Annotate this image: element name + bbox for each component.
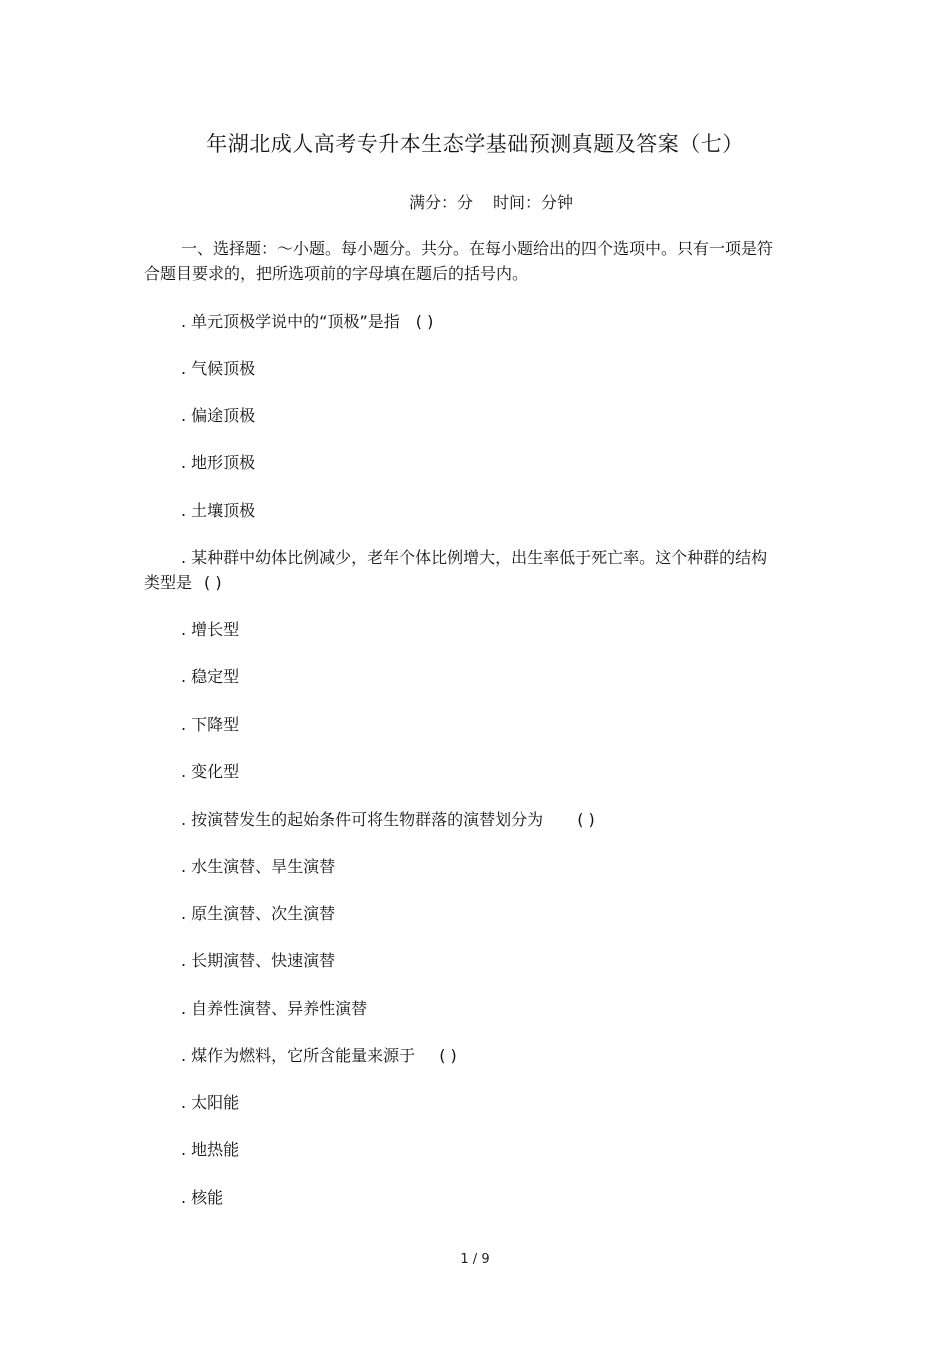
- question-2: . 某种群中幼体比例减少，老年个体比例增大，出生率低于死亡率。这个种群的结构类型是 ( ): [144, 545, 774, 595]
- option-2c: . 下降型: [181, 715, 240, 734]
- option-3a: . 水生演替、旱生演替: [181, 857, 336, 876]
- option-3c: . 长期演替、快速演替: [181, 951, 336, 970]
- option-1a: . 气候顶极: [181, 359, 256, 378]
- option-3d: . 自养性演替、异养性演替: [181, 999, 368, 1018]
- question-4: . 煤作为燃料，它所含能量来源于 ( ): [181, 1046, 457, 1065]
- question-1: . 单元顶极学说中的“顶极”是指 ( ): [181, 312, 434, 331]
- page-number: 1 / 9: [460, 1252, 490, 1267]
- option-4b: . 地热能: [181, 1140, 240, 1159]
- answer-blank: ( ): [577, 810, 595, 829]
- answer-blank: ( ): [415, 312, 434, 331]
- full-score-label: 满分：分: [408, 193, 473, 212]
- option-1d: . 土壤顶极: [181, 501, 256, 520]
- option-2b: . 稳定型: [181, 667, 240, 686]
- option-3b: . 原生演替、次生演替: [181, 904, 336, 923]
- section-instructions: 一、选择题：～小题。每小题分。共分。在每小题给出的四个选项中。只有一项是符合题目要求的，把所选项前的字母填在题后的括号内。: [144, 239, 774, 283]
- option-1c: . 地形顶极: [181, 453, 256, 472]
- option-2a: . 增长型: [181, 620, 240, 639]
- option-4c: . 核能: [181, 1188, 224, 1207]
- time-label: 时间：分钟: [493, 193, 574, 212]
- score-time-line: [0, 190, 950, 213]
- option-1b: . 偏途顶极: [181, 406, 256, 425]
- document-title: 年湖北成人高考专升本生态学基础预测真题及答案（七）: [206, 132, 744, 156]
- option-4a: . 太阳能: [181, 1093, 240, 1112]
- answer-blank: ( ): [439, 1046, 457, 1065]
- option-2d: . 变化型: [181, 762, 240, 781]
- question-3: . 按演替发生的起始条件可将生物群落的演替划分为 ( ): [181, 810, 595, 829]
- answer-blank: ( ): [204, 573, 222, 592]
